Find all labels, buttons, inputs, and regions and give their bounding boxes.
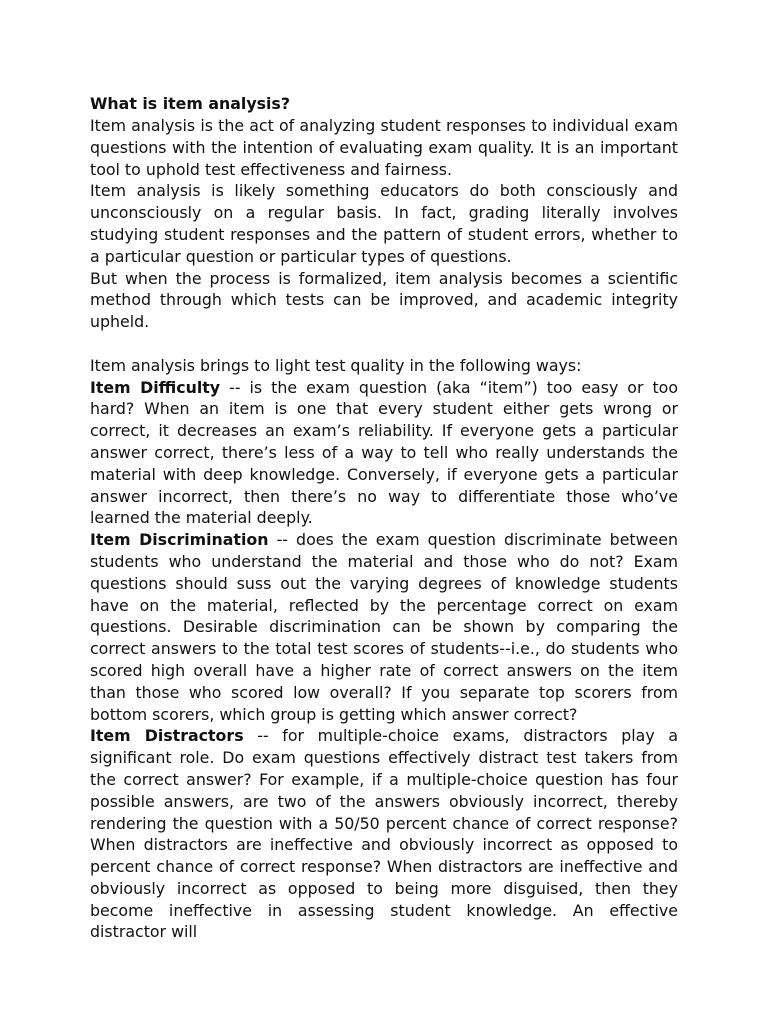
section-term: Item Discrimination xyxy=(90,530,269,550)
paragraph-spacer xyxy=(90,333,678,355)
section-term: Item Distractors xyxy=(90,726,244,746)
section-item-discrimination xyxy=(90,529,678,725)
section-item-difficulty xyxy=(90,377,678,530)
intro-paragraph-2: Item analysis is likely something educators do both consciously and unconsciously on a regular basis. In fact, grading literally involves studying student responses and the pattern of student errors, whether to a particular question or particular types of questions. xyxy=(90,181,678,266)
section-term: Item Difficulty xyxy=(90,377,221,397)
page-title: What is item analysis? xyxy=(90,94,290,113)
intro-paragraph-3: But when the process is formalized, item analysis becomes a scientific method through which tests can be improved, and academic integrity upheld. xyxy=(90,268,678,332)
section-item-distractors xyxy=(90,725,678,943)
section-text: -- does the exam question discriminate between students who understand the material and those who do not? Exam questions should suss out the varying degrees of knowledge students have on the material, reflected by the percentage correct on exam questions. Desirable discrimination can be shown by comparing the correct answers to the total test scores of students--i.e., do students who scored high overall have a higher rate of correct answers on the item than those who scored low overall? If you separate top scorers from bottom scorers, which group is getting which answer correct? xyxy=(90,530,678,724)
section-text: -- is the exam question (aka “item”) too easy or too hard? When an item is one that every student either gets wrong or correct, it decreases an exam’s reliability. If everyone gets a particular answer correct, there’s less of a way to tell who really understands the material with deep knowledge. Conversely, if everyone gets a particular answer incorrect, then there’s no way to differentiate those who’ve learned the material deeply. xyxy=(90,377,678,528)
section-text: -- for multiple-choice exams, distractors play a significant role. Do exam questions effectively distract test takers from the correct answer? For example, if a multiple-choice question has four possible answers, are two of the answers obviously incorrect, thereby rendering the question with a 50/50 percent chance of correct response? When distractors are ineffective and obviously incorrect as opposed to percent chance of correct response? When distractors are ineffective and obviously incorrect as opposed to being more disguised, then they become ineffective in assessing student knowledge. An effective distractor will xyxy=(90,726,678,942)
list-intro: Item analysis brings to light test quality in the following ways: xyxy=(90,355,582,375)
intro-paragraph-1: Item analysis is the act of analyzing student responses to individual exam questions with the intention of evaluating exam quality. It is an important tool to uphold test effectiveness and fairness. xyxy=(90,116,678,179)
